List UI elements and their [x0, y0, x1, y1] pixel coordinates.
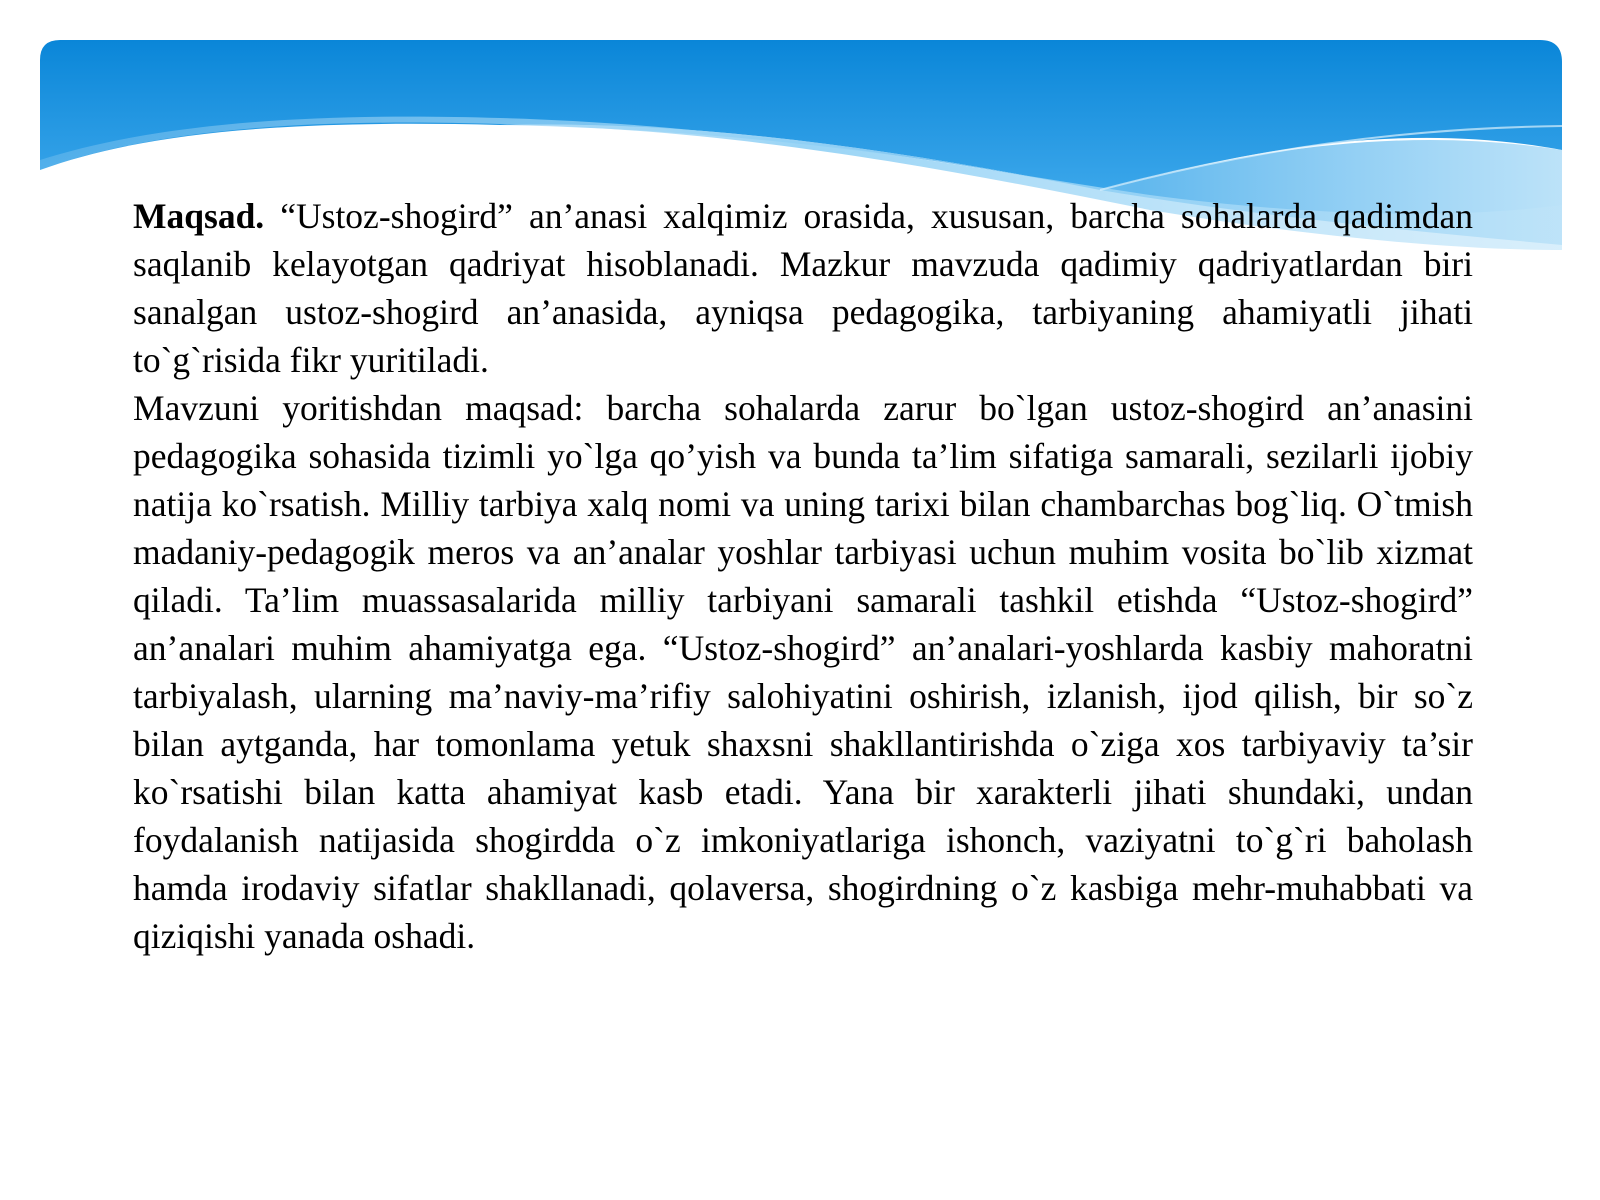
paragraph-topic-purpose: Mavzuni yoritishdan maqsad: barcha sohalarda zarur bo`lgan ustoz-shogird an’anasini pedagogika sohasida tizimli yo`lga qo’yish va bunda ta’lim sifatiga samarali, sezilarli ijobiy natija ko`rsatish. Milliy tarbiya xalq nomi va uning tarixi bilan chambarchas bog`liq. O`tmish madaniy-pedagogik meros va an’analar yoshlar tarbiyasi uchun muhim vosita bo`lib xizmat qiladi. Ta’lim muassasalarida milliy tarbiyani samarali tashkil etishda “Ustoz-shogird” an’analari muhim ahamiyatga ega. “Ustoz-shogird” an’analari-yoshlarda kasbiy mahoratni tarbiyalash, ularning ma’naviy-ma’rifiy salohiyatini oshirish, izlanish, ijod qilish, bir so`z bilan aytganda, har tomonlama yetuk shaxsni shakllantirishda o`ziga xos tarbiyaviy ta’sir ko`rsatishi bilan katta ahamiyat kasb etadi. Yana bir xarakterli jihati shundaki, undan foydalanish natijasida shogirdda o`z imkoniyatlariga ishonch, vaziyatni to`g`ri baholash hamda irodaviy sifatlar shakllanadi, qolaversa, shogirdning o`z kasbiga mehr-muhabbati va qiziqishi yanada oshadi.	[133, 388, 1473, 956]
goal-text: “Ustoz-shogird” an’anasi xalqimiz orasida, xususan, barcha sohalarda qadimdan saqlanib kelayotgan qadriyat hisoblanadi. Mazkur mavzuda qadimiy qadriyatlardan biri sanalgan ustoz-shogird an’anasida, ayniqsa pedagogika, tarbiyaning ahamiyatli jihati to`g`risida fikr yuritiladi.	[133, 196, 1473, 380]
paragraph-goal	[133, 192, 1473, 384]
goal-heading: Maqsad.	[133, 196, 265, 236]
body-text	[133, 192, 1473, 960]
